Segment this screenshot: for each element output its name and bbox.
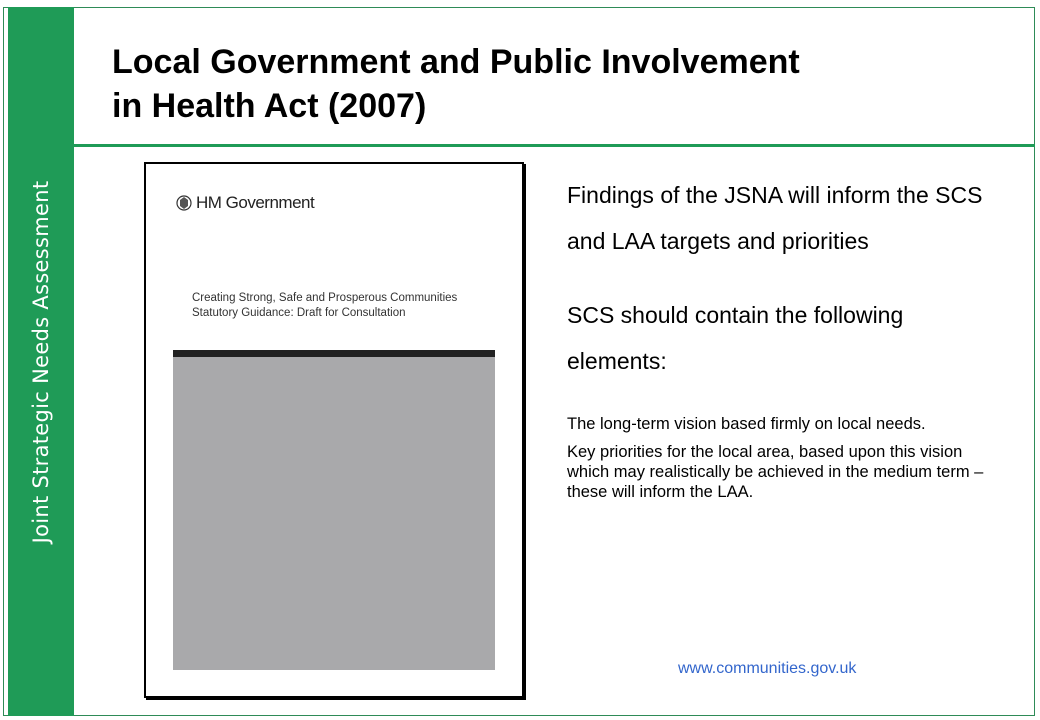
cover-title-line-2: Statutory Guidance: Draft for Consultation (192, 307, 406, 319)
slide-title-line-1: Local Government and Public Involvement (112, 43, 800, 81)
title-divider (74, 144, 1035, 147)
side-bar-label: Joint Strategic Needs Assessment (29, 180, 53, 543)
cover-band (173, 350, 495, 357)
slide-title (112, 40, 1012, 128)
source-link[interactable]: www.communities.gov.uk (678, 660, 857, 677)
element-item: Key priorities for the local area, based upon this vision which may realistically be achieved in the medium term – these will inform the LAA. (567, 443, 984, 501)
royal-crest-icon (176, 194, 192, 212)
cover-title-line-1: Creating Strong, Safe and Prosperous Communities (192, 292, 458, 304)
cover-image-placeholder (173, 357, 495, 670)
side-bar (8, 7, 74, 716)
document-cover-image (144, 162, 524, 698)
lead-paragraph-1: Findings of the JSNA will inform the SCS and LAA targets and priorities (567, 182, 983, 254)
slide-title-line-2: in Health Act (2007) (112, 87, 427, 125)
lead-paragraph-2: SCS should contain the following elements: (567, 302, 904, 374)
publisher-logo-text: HM Government (196, 193, 315, 212)
body-text (567, 172, 1007, 510)
element-item: The long-term vision based firmly on local needs. (567, 415, 926, 433)
elements-list (567, 414, 1007, 502)
